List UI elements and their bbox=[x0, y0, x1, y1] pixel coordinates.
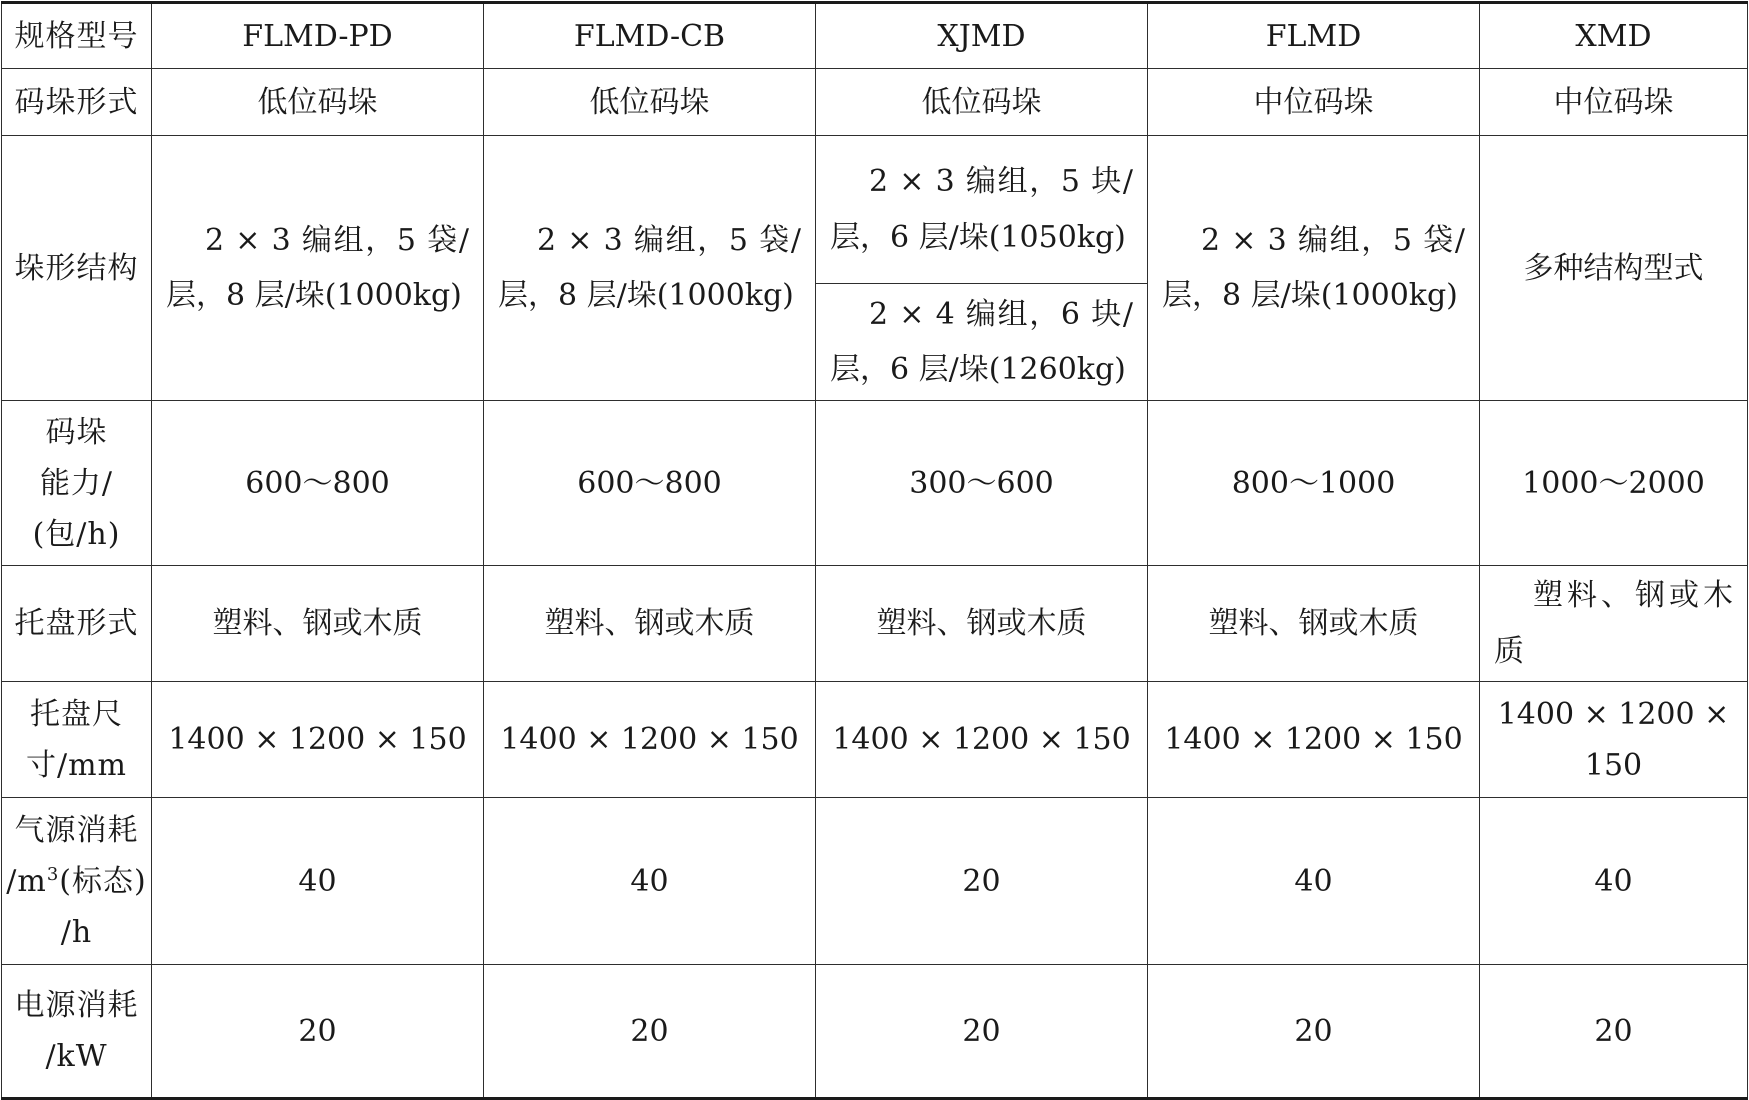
air-consumption-cell: 40 bbox=[152, 798, 484, 965]
stack-form-cell: 中位码垛 bbox=[1480, 69, 1748, 136]
pallet-size-cell: 1400 × 1200 × 150 bbox=[152, 682, 484, 798]
stack-structure-text: 2 × 3 编组，5 袋/层，8 层/垛(1000kg) bbox=[1162, 222, 1465, 313]
model-cell: FLMD-CB bbox=[484, 3, 816, 69]
capacity-cell: 800～1000 bbox=[1148, 401, 1480, 566]
pallet-type-text: 塑料、钢或木质 bbox=[1494, 578, 1733, 669]
pallet-type-cell: 塑料、钢或木质 bbox=[1148, 566, 1480, 682]
pallet-type-cell bbox=[1480, 566, 1748, 682]
row-label-stack-form: 码垛形式 bbox=[2, 69, 152, 136]
stack-form-cell: 低位码垛 bbox=[152, 69, 484, 136]
air-label-unit: /m bbox=[6, 863, 47, 899]
model-cell: FLMD-PD bbox=[152, 3, 484, 69]
stack-structure-cell bbox=[816, 284, 1148, 401]
stack-structure-text: 2 × 4 编组，6 块/层，6 层/垛(1260kg) bbox=[830, 296, 1133, 387]
stack-form-cell: 中位码垛 bbox=[1148, 69, 1480, 136]
stack-form-cell: 低位码垛 bbox=[816, 69, 1148, 136]
pallet-type-cell: 塑料、钢或木质 bbox=[816, 566, 1148, 682]
row-label-pallet-size bbox=[2, 682, 152, 798]
power-label-line: 电源消耗 bbox=[14, 988, 139, 1023]
power-label-line: /kW bbox=[45, 1039, 108, 1074]
row-stack-form bbox=[2, 69, 1748, 136]
pallet-size-cell: 1400 × 1200 × 150 bbox=[484, 682, 816, 798]
air-label-condition: (标态) bbox=[59, 863, 147, 899]
row-stack-structure-a bbox=[2, 136, 1748, 284]
capacity-cell: 300～600 bbox=[816, 401, 1148, 566]
pallet-size-cell: 1400 × 1200 × 150 bbox=[816, 682, 1148, 798]
pallet-type-cell: 塑料、钢或木质 bbox=[484, 566, 816, 682]
pallet-size-label-line: 寸/mm bbox=[25, 747, 127, 783]
stack-structure-cell: 多种结构型式 bbox=[1480, 136, 1748, 401]
stack-structure-cell bbox=[152, 136, 484, 401]
stack-structure-cell bbox=[816, 136, 1148, 284]
pallet-type-cell: 塑料、钢或木质 bbox=[152, 566, 484, 682]
row-label-air-consumption bbox=[2, 798, 152, 965]
capacity-label-line: 码垛 bbox=[45, 414, 108, 450]
air-consumption-cell: 40 bbox=[1148, 798, 1480, 965]
row-pallet-type bbox=[2, 566, 1748, 682]
row-pallet-size bbox=[2, 682, 1748, 798]
air-consumption-cell: 20 bbox=[816, 798, 1148, 965]
capacity-cell: 600～800 bbox=[484, 401, 816, 566]
stack-structure-cell bbox=[484, 136, 816, 401]
stack-structure-text: 2 × 3 编组，5 块/层，6 层/垛(1050kg) bbox=[830, 164, 1133, 255]
row-label-pallet-type: 托盘形式 bbox=[2, 566, 152, 682]
model-cell: XJMD bbox=[816, 3, 1148, 69]
capacity-label-line: (包/h) bbox=[32, 516, 121, 552]
stack-structure-text: 2 × 3 编组，5 袋/层，8 层/垛(1000kg) bbox=[498, 222, 801, 313]
row-power-consumption bbox=[2, 965, 1748, 1099]
air-label-line: /h bbox=[60, 914, 93, 950]
row-capacity bbox=[2, 401, 1748, 566]
pallet-size-label-line: 托盘尺 bbox=[30, 696, 123, 732]
capacity-label-line: 能力/ bbox=[39, 465, 114, 501]
row-label-power-consumption bbox=[2, 965, 152, 1099]
power-consumption-cell: 20 bbox=[1148, 965, 1480, 1099]
air-label-line: 气源消耗 bbox=[14, 812, 139, 848]
spec-table bbox=[1, 1, 1748, 1100]
stack-form-cell: 低位码垛 bbox=[484, 69, 816, 136]
row-label-capacity bbox=[2, 401, 152, 566]
power-consumption-cell: 20 bbox=[816, 965, 1148, 1099]
capacity-cell: 1000～2000 bbox=[1480, 401, 1748, 566]
power-consumption-cell: 20 bbox=[484, 965, 816, 1099]
model-cell: FLMD bbox=[1148, 3, 1480, 69]
capacity-cell: 600～800 bbox=[152, 401, 484, 566]
power-consumption-cell: 20 bbox=[1480, 965, 1748, 1099]
row-air-consumption bbox=[2, 798, 1748, 965]
stack-structure-cell bbox=[1148, 136, 1480, 401]
model-cell: XMD bbox=[1480, 3, 1748, 69]
air-consumption-cell: 40 bbox=[1480, 798, 1748, 965]
row-label-model: 规格型号 bbox=[2, 3, 152, 69]
row-label-stack-structure: 垛形结构 bbox=[2, 136, 152, 401]
power-consumption-cell: 20 bbox=[152, 965, 484, 1099]
air-consumption-cell: 40 bbox=[484, 798, 816, 965]
stack-structure-text: 2 × 3 编组，5 袋/层，8 层/垛(1000kg) bbox=[166, 222, 469, 313]
air-label-superscript: 3 bbox=[46, 863, 60, 885]
row-model bbox=[2, 3, 1748, 69]
pallet-size-cell: 1400 × 1200 × 150 bbox=[1480, 682, 1748, 798]
air-label-line bbox=[6, 856, 147, 907]
pallet-size-cell: 1400 × 1200 × 150 bbox=[1148, 682, 1480, 798]
